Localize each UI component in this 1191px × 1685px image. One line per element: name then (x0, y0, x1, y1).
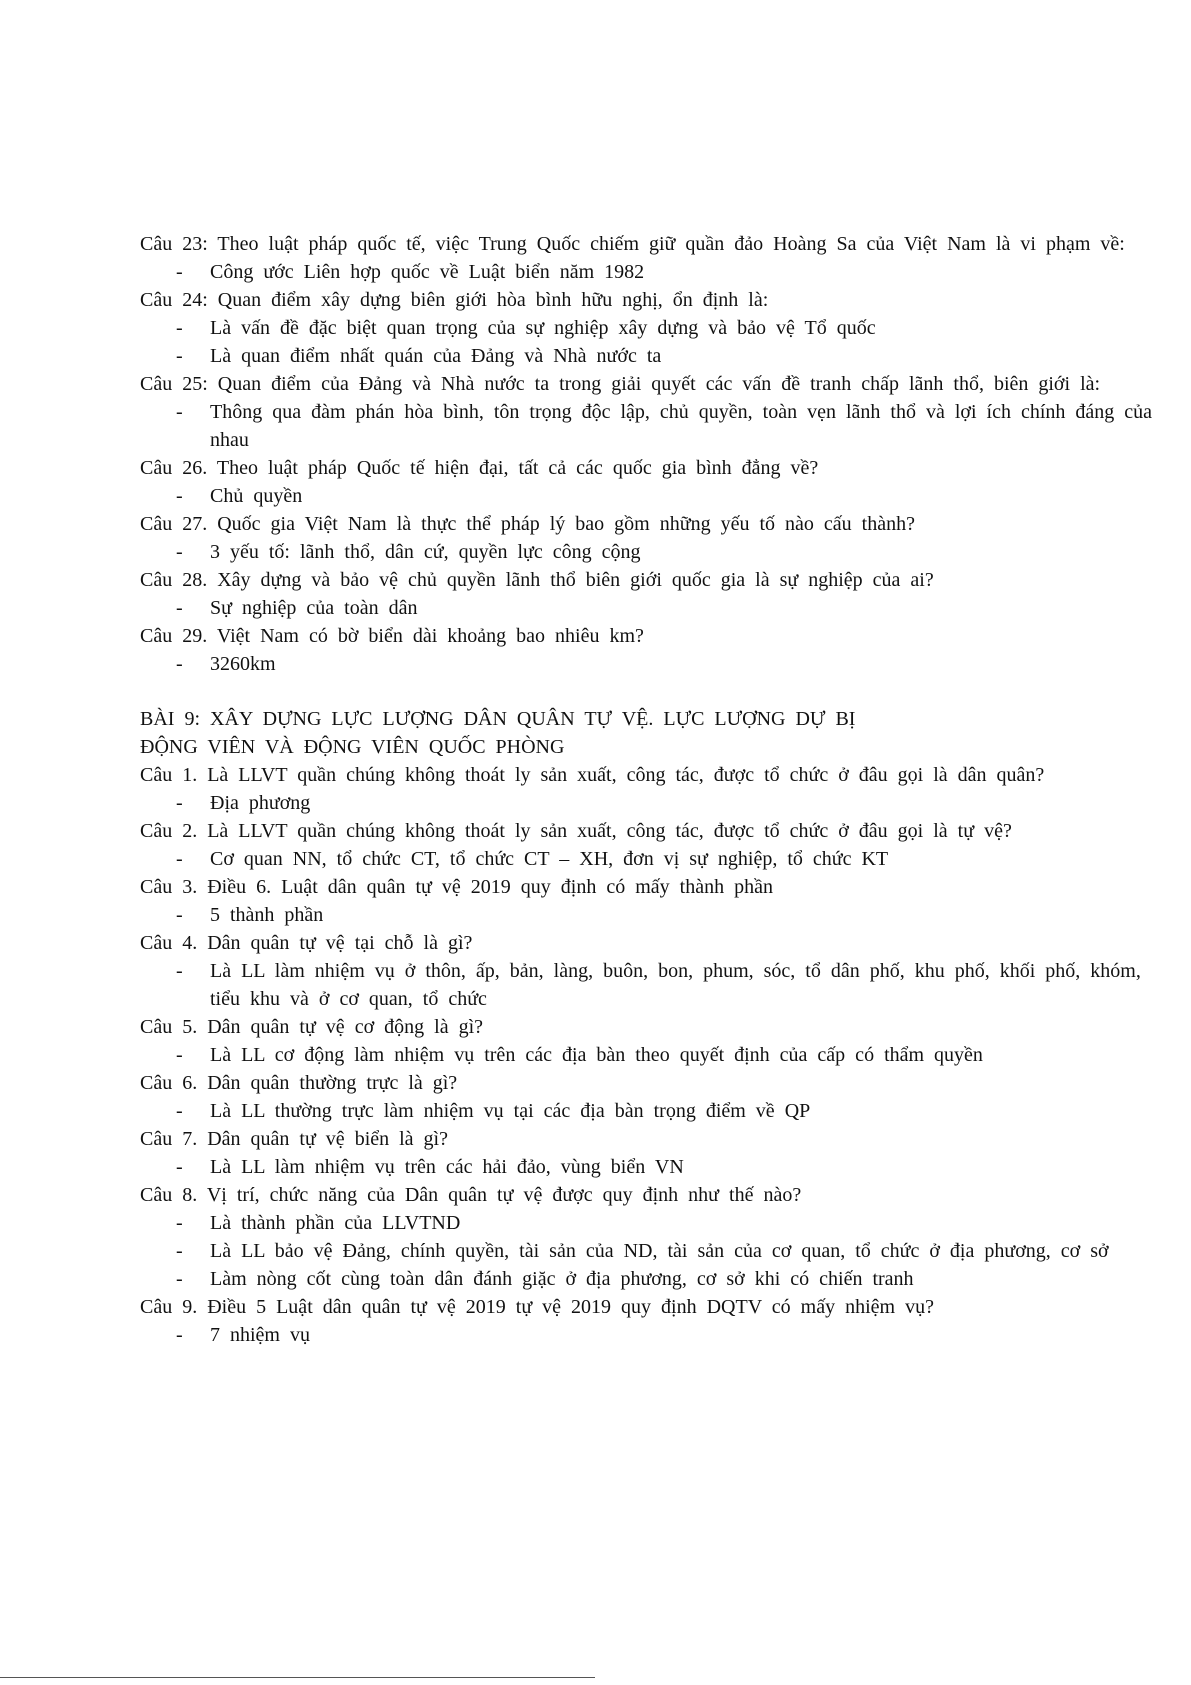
bullet-dash: - (176, 261, 183, 283)
question-block (140, 873, 1175, 929)
lesson-title-line-2: ĐỘNG VIÊN VÀ ĐỘNG VIÊN QUỐC PHÒNG (140, 736, 565, 758)
answer-item (140, 1041, 1175, 1069)
answer-item (140, 650, 1175, 678)
answer-text: Cơ quan NN, tổ chức CT, tổ chức CT – XH, đơn vị sự nghiệp, tổ chức KT (210, 848, 889, 870)
answer-item (140, 1097, 1175, 1125)
question-text: Câu 8. Vị trí, chức năng của Dân quân tự vệ được quy định như thế nào? (140, 1184, 802, 1206)
answer-text: Là quan điểm nhất quán của Đảng và Nhà nước ta (210, 345, 662, 367)
answer-text: Địa phương (210, 792, 311, 814)
bullet-dash: - (176, 1044, 183, 1066)
question-text: Câu 25: Quan điểm của Đảng và Nhà nước ta trong giải quyết các vấn đề tranh chấp lãnh thổ, biên giới là: (140, 373, 1101, 395)
bullet-dash: - (176, 401, 183, 423)
answer-text: Thông qua đàm phán hòa bình, tôn trọng độc lập, chủ quyền, toàn vẹn lãnh thổ và lợi ích chính đáng của nhau (210, 401, 1153, 451)
question-text: Câu 28. Xây dựng và bảo vệ chủ quyền lãnh thổ biên giới quốc gia là sự nghiệp của ai? (140, 569, 934, 591)
answer-item (140, 845, 1175, 873)
answer-text: Sự nghiệp của toàn dân (210, 597, 418, 619)
bullet-dash: - (176, 653, 183, 675)
answer-item (140, 1265, 1175, 1293)
question-block (140, 1069, 1175, 1125)
section-militia-questions (140, 761, 1175, 1349)
bullet-dash: - (176, 1212, 183, 1234)
answer-text: Là LL làm nhiệm vụ ở thôn, ấp, bản, làng, buôn, bon, phum, sóc, tổ dân phố, khu phố, khối phố, khóm, tiểu khu và ở cơ quan, tổ chức (210, 960, 1141, 1010)
bullet-dash: - (176, 485, 183, 507)
question-block (140, 230, 1175, 286)
question-block (140, 817, 1175, 873)
bullet-dash: - (176, 1100, 183, 1122)
answer-text: Là thành phần của LLVTND (210, 1212, 461, 1234)
answer-item (140, 594, 1175, 622)
question-text: Câu 2. Là LLVT quần chúng không thoát ly sản xuất, công tác, được tổ chức ở đâu gọi là tự vệ? (140, 820, 1012, 842)
answer-text: Chủ quyền (210, 485, 303, 507)
question-text: Câu 4. Dân quân tự vệ tại chỗ là gì? (140, 932, 473, 954)
answer-item (140, 482, 1175, 510)
question-block (140, 929, 1175, 1013)
footer-divider (0, 1677, 595, 1678)
question-text: Câu 7. Dân quân tự vệ biển là gì? (140, 1128, 448, 1150)
question-block (140, 761, 1175, 817)
bullet-dash: - (176, 792, 183, 814)
question-text: Câu 6. Dân quân thường trực là gì? (140, 1072, 458, 1094)
bullet-dash: - (176, 960, 183, 982)
section-border-questions (140, 230, 1175, 678)
bullet-dash: - (176, 1156, 183, 1178)
question-block (140, 1181, 1175, 1293)
question-text: Câu 5. Dân quân tự vệ cơ động là gì? (140, 1016, 484, 1038)
answer-item (140, 1237, 1175, 1265)
question-block (140, 1125, 1175, 1181)
bullet-dash: - (176, 1268, 183, 1290)
answer-text: Là LL thường trực làm nhiệm vụ tại các địa bàn trọng điểm về QP (210, 1100, 811, 1122)
question-block (140, 1293, 1175, 1349)
bullet-dash: - (176, 1240, 183, 1262)
answer-item (140, 1153, 1175, 1181)
answer-item (140, 314, 1175, 342)
question-text: Câu 29. Việt Nam có bờ biển dài khoảng bao nhiêu km? (140, 625, 644, 647)
question-block (140, 566, 1175, 622)
answer-item (140, 901, 1175, 929)
question-block (140, 286, 1175, 370)
document-page (140, 230, 1175, 1349)
question-text: Câu 26. Theo luật pháp Quốc tế hiện đại, tất cả các quốc gia bình đẳng về? (140, 457, 819, 479)
answer-text: Công ước Liên hợp quốc về Luật biển năm 1982 (210, 261, 645, 283)
answer-text: Làm nòng cốt cùng toàn dân đánh giặc ở địa phương, cơ sở khi có chiến tranh (210, 1268, 914, 1290)
answer-text: Là vấn đề đặc biệt quan trọng của sự nghiệp xây dựng và bảo vệ Tổ quốc (210, 317, 876, 339)
answer-item (140, 398, 1175, 454)
bullet-dash: - (176, 541, 183, 563)
question-block (140, 622, 1175, 678)
bullet-dash: - (176, 1324, 183, 1346)
bullet-dash: - (176, 317, 183, 339)
answer-item (140, 1209, 1175, 1237)
answer-item (140, 342, 1175, 370)
bullet-dash: - (176, 848, 183, 870)
question-block (140, 370, 1175, 454)
answer-item (140, 258, 1175, 286)
answer-item (140, 1321, 1175, 1349)
answer-item (140, 789, 1175, 817)
question-text: Câu 9. Điều 5 Luật dân quân tự vệ 2019 tự vệ 2019 quy định DQTV có mấy nhiệm vụ? (140, 1296, 934, 1318)
answer-item (140, 538, 1175, 566)
question-block (140, 454, 1175, 510)
answer-text: 5 thành phần (210, 904, 324, 926)
bullet-dash: - (176, 345, 183, 367)
bullet-dash: - (176, 597, 183, 619)
bullet-dash: - (176, 904, 183, 926)
answer-text: Là LL làm nhiệm vụ trên các hải đảo, vùng biển VN (210, 1156, 684, 1178)
answer-text: 3 yếu tố: lãnh thổ, dân cứ, quyền lực công cộng (210, 541, 641, 563)
answer-text: 7 nhiệm vụ (210, 1324, 310, 1346)
lesson-title-line-1: BÀI 9: XÂY DỰNG LỰC LƯỢNG DÂN QUÂN TỰ VỆ. LỰC LƯỢNG DỰ BỊ (140, 708, 856, 730)
question-text: Câu 1. Là LLVT quần chúng không thoát ly sản xuất, công tác, được tổ chức ở đâu gọi là dân quân? (140, 764, 1045, 786)
question-block (140, 510, 1175, 566)
question-text: Câu 24: Quan điểm xây dựng biên giới hòa bình hữu nghị, ổn định là: (140, 289, 769, 311)
answer-text: Là LL bảo vệ Đảng, chính quyền, tài sản của ND, tài sản của cơ quan, tổ chức ở địa phương, cơ sở (210, 1240, 1109, 1262)
answer-text: 3260km (210, 653, 276, 675)
question-text: Câu 3. Điều 6. Luật dân quân tự vệ 2019 quy định có mấy thành phần (140, 876, 773, 898)
question-text: Câu 23: Theo luật pháp quốc tế, việc Trung Quốc chiếm giữ quần đảo Hoàng Sa của Việt Nam là vi phạm về: (140, 233, 1125, 255)
question-block (140, 1013, 1175, 1069)
section-gap (140, 678, 1175, 705)
answer-text: Là LL cơ động làm nhiệm vụ trên các địa bàn theo quyết định của cấp có thẩm quyền (210, 1044, 983, 1066)
question-text: Câu 27. Quốc gia Việt Nam là thực thể pháp lý bao gồm những yếu tố nào cấu thành? (140, 513, 915, 535)
answer-item (140, 957, 1175, 1013)
